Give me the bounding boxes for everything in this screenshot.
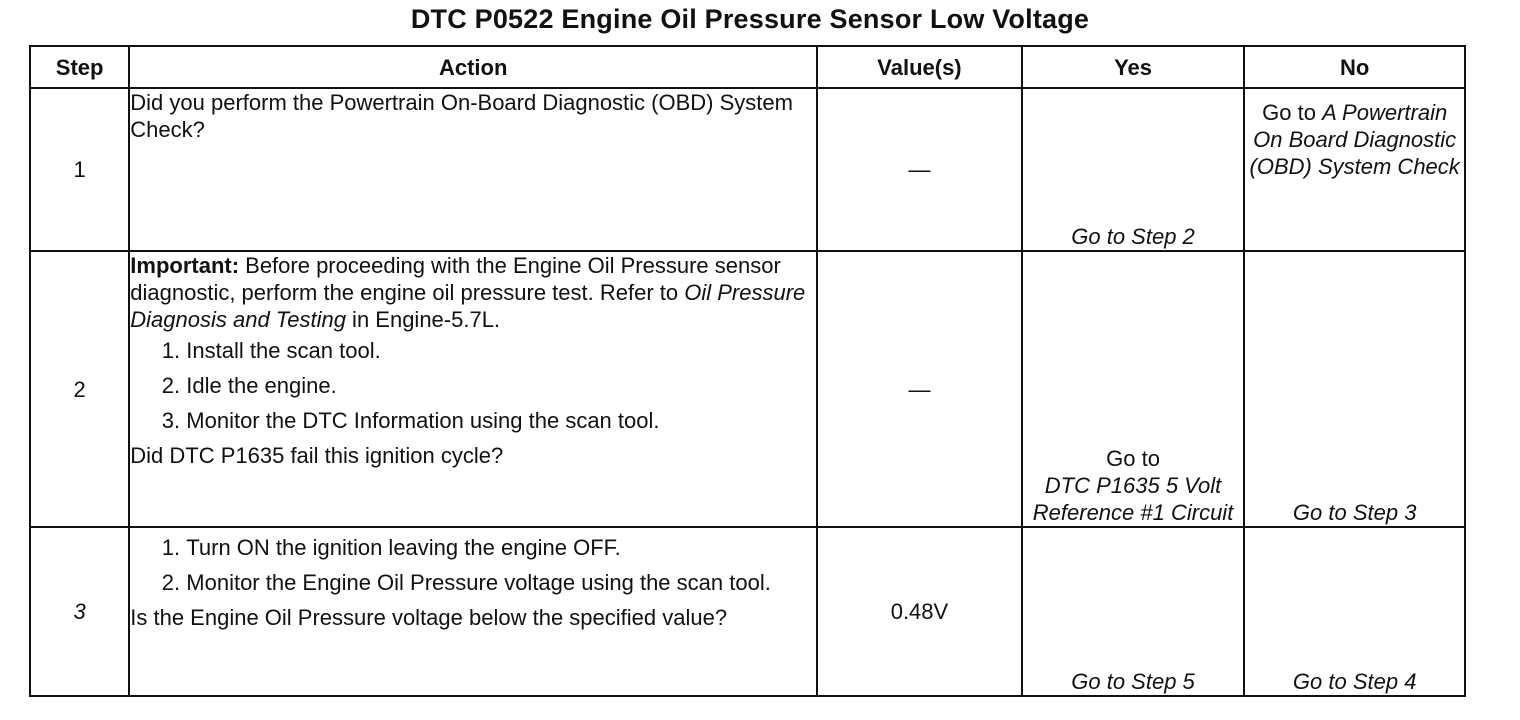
yes-cell — [1022, 251, 1245, 527]
no-cell — [1244, 88, 1465, 251]
header-yes: Yes — [1022, 46, 1245, 88]
page-title: DTC P0522 Engine Oil Pressure Sensor Low Voltage — [410, 4, 1090, 34]
value-cell: 0.48V — [817, 527, 1022, 696]
action-cell — [129, 88, 817, 251]
table-row — [30, 251, 1465, 527]
no-cell: Go to Step 4 — [1244, 527, 1465, 696]
header-values: Value(s) — [817, 46, 1022, 88]
action-cell — [129, 527, 817, 696]
value-cell: — — [817, 251, 1022, 527]
list-item: 1. Install the scan tool. — [186, 337, 816, 364]
no-reference: A Powertrain On Board Diagnostic (OBD) System Check — [1249, 100, 1460, 179]
table-header-row — [30, 46, 1465, 88]
procedure-steps — [130, 337, 816, 434]
no-prefix: Go to — [1262, 100, 1323, 125]
important-note — [130, 252, 816, 333]
important-text-2: in Engine-5.7L. — [345, 307, 501, 332]
yes-cell: Go to Step 5 — [1022, 527, 1245, 696]
step-number: 1 — [30, 88, 129, 251]
list-item: 1. Turn ON the ignition leaving the engine OFF. — [186, 534, 816, 561]
step-number: 3 — [30, 527, 129, 696]
yes-reference: DTC P1635 5 Volt Reference #1 Circuit — [1032, 473, 1234, 525]
list-item: 2. Idle the engine. — [186, 372, 816, 399]
important-label: Important: — [130, 253, 240, 278]
important-text-1: Before proceeding with the Engine Oil Pressure sensor diagnostic, perform the engine oil pressure test. Refer to — [130, 253, 781, 305]
header-action: Action — [129, 46, 817, 88]
header-step: Step — [30, 46, 129, 88]
value-cell: — — [817, 88, 1022, 251]
header-no: No — [1244, 46, 1465, 88]
table-row — [30, 88, 1465, 251]
yes-prefix: Go to — [1106, 446, 1160, 471]
diagnostic-table — [29, 45, 1466, 697]
action-question: Did DTC P1635 fail this ignition cycle? — [130, 443, 504, 468]
yes-cell: Go to Step 2 — [1022, 88, 1245, 251]
no-cell: Go to Step 3 — [1244, 251, 1465, 527]
action-cell — [129, 251, 817, 527]
action-text: Did you perform the Powertrain On-Board Diagnostic (OBD) System Check? — [130, 90, 793, 142]
list-item: 2. Monitor the Engine Oil Pressure voltage using the scan tool. — [186, 569, 816, 596]
procedure-steps — [130, 534, 816, 596]
list-item: 3. Monitor the DTC Information using the scan tool. — [186, 407, 816, 434]
important-reference: Oil Pressure Diagnosis and Testing — [130, 280, 806, 332]
step-number: 2 — [30, 251, 129, 527]
action-question: Is the Engine Oil Pressure voltage below the specified value? — [130, 605, 728, 630]
table-row — [30, 527, 1465, 696]
